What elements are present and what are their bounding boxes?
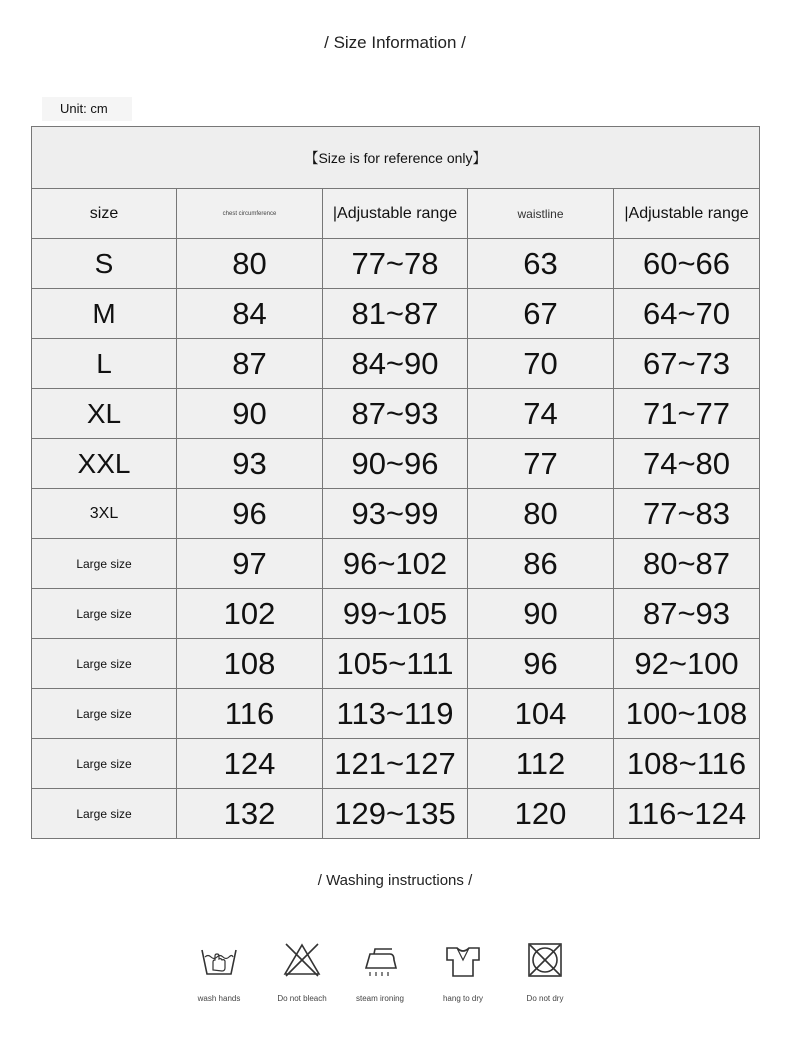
chest-cell: 116 (177, 689, 323, 739)
waist-cell: 70 (468, 339, 614, 389)
size-cell: Large size (32, 589, 177, 639)
size-cell: Large size (32, 539, 177, 589)
size-cell: 3XL (32, 489, 177, 539)
size-cell: L (32, 339, 177, 389)
column-header-chest-range: |Adjustable range (323, 189, 468, 239)
waist-cell: 96 (468, 639, 614, 689)
care-label: steam ironing (355, 994, 405, 1003)
chest-range-cell: 84~90 (323, 339, 468, 389)
chest-range-cell: 77~78 (323, 239, 468, 289)
unit-label: Unit: cm (42, 97, 132, 121)
chest-range-cell: 90~96 (323, 439, 468, 489)
washing-instructions-title: / Washing instructions / (317, 872, 473, 889)
waist-range-cell: 74~80 (614, 439, 760, 489)
table-row (32, 539, 760, 589)
column-header-chest: chest circumference (177, 189, 323, 239)
chest-cell: 90 (177, 389, 323, 439)
size-table (31, 126, 760, 839)
table-row (32, 689, 760, 739)
table-row (32, 589, 760, 639)
chest-cell: 87 (177, 339, 323, 389)
steam-iron-icon (360, 940, 400, 980)
waist-range-cell: 92~100 (614, 639, 760, 689)
chest-range-cell: 129~135 (323, 789, 468, 839)
waist-cell: 104 (468, 689, 614, 739)
hand-wash-icon (199, 940, 239, 980)
care-label: wash hands (197, 994, 241, 1003)
waist-range-cell: 87~93 (614, 589, 760, 639)
hang-dry-icon (443, 940, 483, 980)
waist-cell: 120 (468, 789, 614, 839)
chest-range-cell: 105~111 (323, 639, 468, 689)
chest-cell: 102 (177, 589, 323, 639)
waist-range-cell: 64~70 (614, 289, 760, 339)
care-label: Do not bleach (277, 994, 327, 1003)
no-tumble-dry-icon (525, 940, 565, 980)
table-row (32, 239, 760, 289)
reference-note: 【Size is for reference only】 (32, 127, 760, 189)
waist-cell: 74 (468, 389, 614, 439)
waist-cell: 90 (468, 589, 614, 639)
chest-range-cell: 121~127 (323, 739, 468, 789)
care-item-no-tumble-dry (500, 940, 590, 1003)
chest-cell: 84 (177, 289, 323, 339)
care-label: hang to dry (442, 994, 484, 1003)
waist-cell: 77 (468, 439, 614, 489)
column-header-waistline: waistline (468, 189, 614, 239)
waist-range-cell: 100~108 (614, 689, 760, 739)
size-cell: Large size (32, 639, 177, 689)
table-row (32, 789, 760, 839)
care-item-steam-iron (335, 940, 425, 1003)
waist-range-cell: 77~83 (614, 489, 760, 539)
chest-cell: 93 (177, 439, 323, 489)
waist-range-cell: 67~73 (614, 339, 760, 389)
table-row (32, 439, 760, 489)
table-row (32, 289, 760, 339)
waist-range-cell: 80~87 (614, 539, 760, 589)
waist-range-cell: 71~77 (614, 389, 760, 439)
chest-range-cell: 99~105 (323, 589, 468, 639)
size-cell: Large size (32, 689, 177, 739)
size-cell: Large size (32, 739, 177, 789)
size-cell: XXL (32, 439, 177, 489)
size-information-title: / Size Information / (324, 33, 466, 52)
size-cell: S (32, 239, 177, 289)
waist-range-cell: 60~66 (614, 239, 760, 289)
chest-cell: 108 (177, 639, 323, 689)
chest-cell: 124 (177, 739, 323, 789)
column-header-size: size (32, 189, 177, 239)
table-row (32, 339, 760, 389)
table-row (32, 489, 760, 539)
column-header-waist-range: |Adjustable range (614, 189, 760, 239)
size-cell: XL (32, 389, 177, 439)
table-row (32, 639, 760, 689)
waist-cell: 112 (468, 739, 614, 789)
chest-cell: 97 (177, 539, 323, 589)
table-row (32, 389, 760, 439)
table-row (32, 739, 760, 789)
waist-cell: 63 (468, 239, 614, 289)
waist-range-cell: 116~124 (614, 789, 760, 839)
care-label: Do not dry (526, 994, 564, 1003)
chest-range-cell: 93~99 (323, 489, 468, 539)
chest-cell: 132 (177, 789, 323, 839)
no-bleach-icon (282, 940, 322, 980)
chest-cell: 96 (177, 489, 323, 539)
chest-cell: 80 (177, 239, 323, 289)
waist-range-cell: 108~116 (614, 739, 760, 789)
chest-range-cell: 81~87 (323, 289, 468, 339)
chest-range-cell: 96~102 (323, 539, 468, 589)
care-item-hand-wash (174, 940, 264, 1003)
waist-cell: 67 (468, 289, 614, 339)
size-cell: M (32, 289, 177, 339)
size-cell: Large size (32, 789, 177, 839)
care-item-no-bleach (257, 940, 347, 1003)
table-header-row (32, 189, 760, 239)
care-item-hang-dry (418, 940, 508, 1003)
waist-cell: 80 (468, 489, 614, 539)
chest-range-cell: 87~93 (323, 389, 468, 439)
chest-range-cell: 113~119 (323, 689, 468, 739)
waist-cell: 86 (468, 539, 614, 589)
